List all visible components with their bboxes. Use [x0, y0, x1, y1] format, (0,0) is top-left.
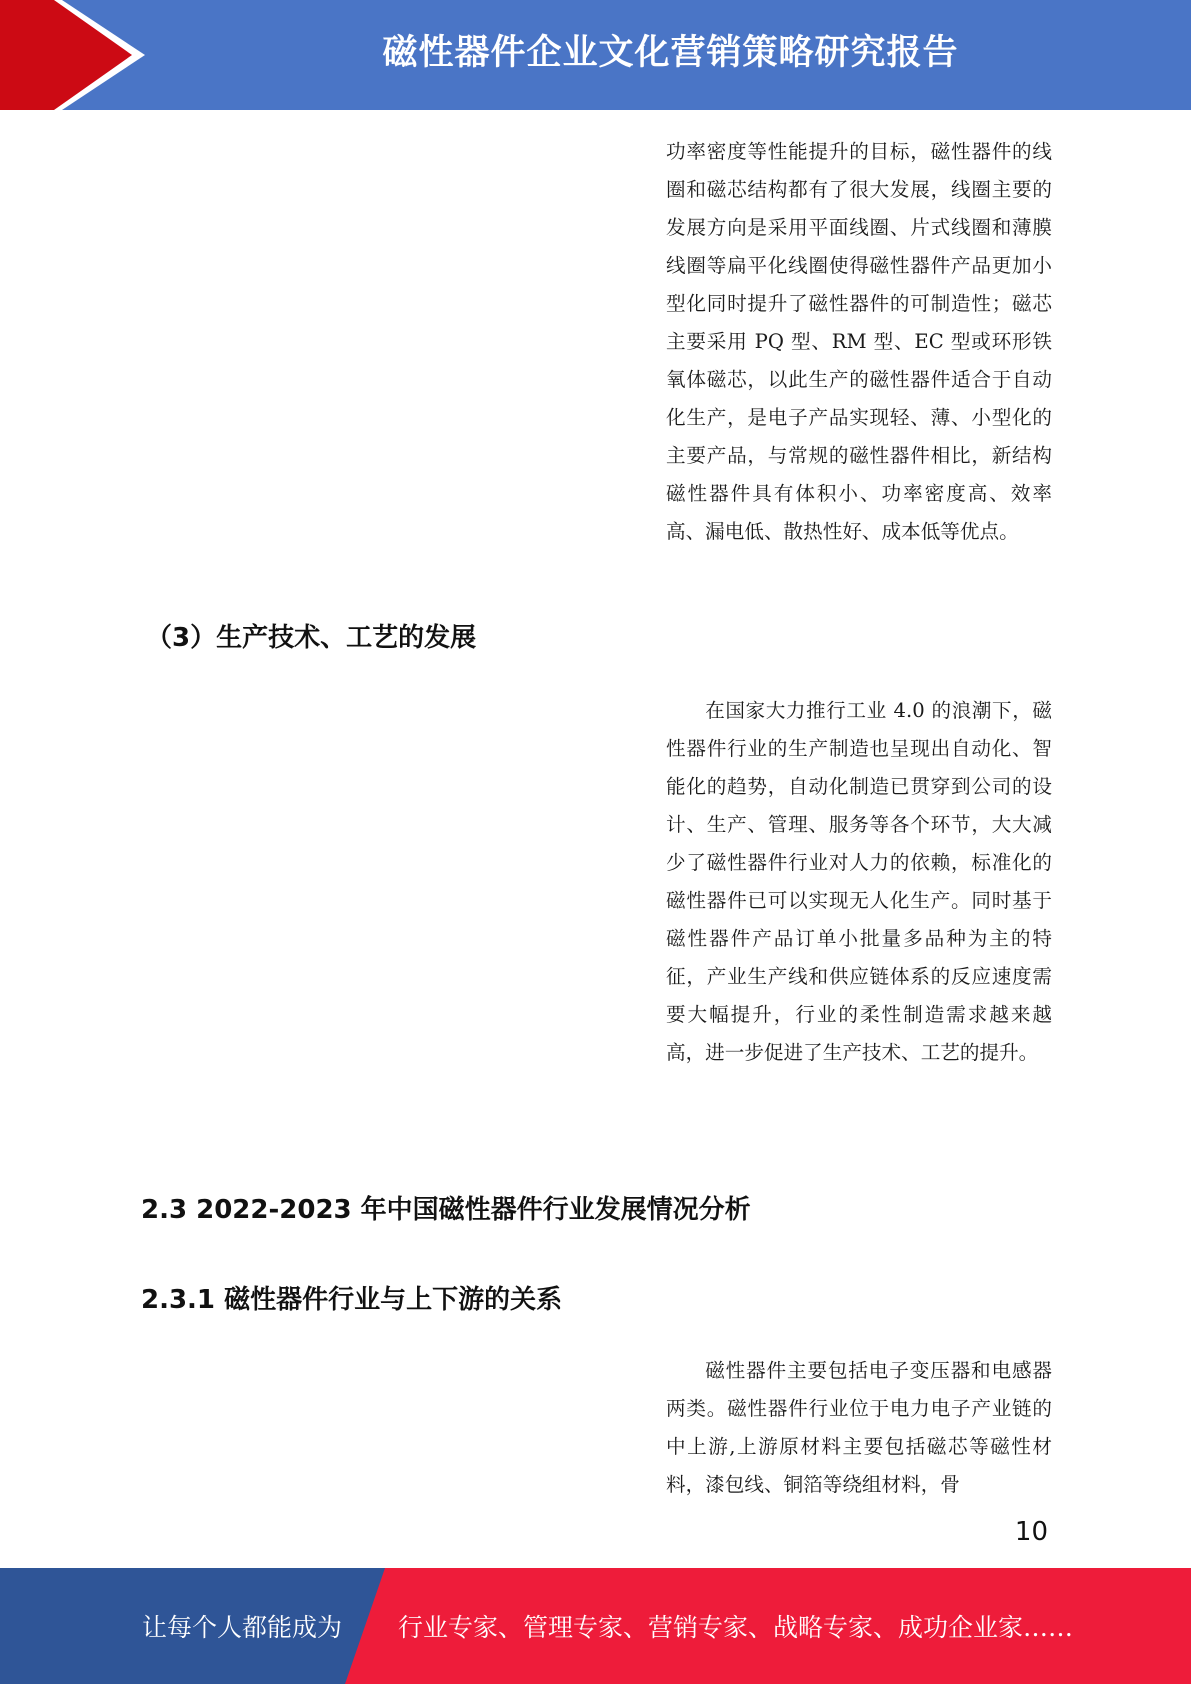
heading-subsection-2-3-1: 2.3.1 磁性器件行业与上下游的关系 [141, 1285, 563, 1315]
heading-section-2-3: 2.3 2022-2023 年中国磁性器件行业发展情况分析 [141, 1195, 751, 1225]
report-title: 磁性器件企业文化营销策略研究报告 [382, 33, 959, 73]
footer-slogan-right: 行业专家、管理专家、营销专家、战略专家、成功企业家…… [398, 1613, 1074, 1642]
paragraph-upstream-downstream: 磁性器件主要包括电子变压器和电感器两类。磁性器件行业位于电力电子产业链的中上游,上游原材料主要包括磁芯等磁性材料，漆包线、铜箔等绕组材料，骨 [666, 1359, 1052, 1496]
paragraph-industry-4-automation: 在国家大力推行工业 4.0 的浪潮下，磁性器件行业的生产制造也呈现出自动化、智能化的趋势，自动化制造已贯穿到公司的设计、生产、管理、服务等各个环节，大大减少了磁性器件行业对人力的依赖，标准化的磁性器件已可以实现无人化生产。同时基于磁性器件产品订单小批量多品种为主的特征，产业生产线和供应链体系的反应速度需要大幅提升，行业的柔性制造需求越来越高，进一步促进了生产技术、工艺的提升。 [666, 699, 1052, 1064]
red-chevron-decoration [0, 0, 160, 110]
page-header [0, 0, 1191, 110]
footer-slogan-left: 让每个人都能成为 [142, 1613, 343, 1642]
paragraph-coil-core-structure: 功率密度等性能提升的目标，磁性器件的线圈和磁芯结构都有了很大发展，线圈主要的发展方向是采用平面线圈、片式线圈和薄膜线圈等扁平化线圈使得磁性器件产品更加小型化同时提升了磁性器件的可制造性；磁芯主要采用 PQ 型、RM 型、EC 型或环形铁氧体磁芯，以此生产的磁性器件适合于自动化生产，是电子产品实现轻、薄、小型化的主要产品，与常规的磁性器件相比，新结构磁性器件具有体积小、功率密度高、效率高、漏电低、散热性好、成本低等优点。 [666, 140, 1052, 543]
heading-production-technology: （3）生产技术、工艺的发展 [146, 623, 477, 653]
page-number: 10 [1014, 1517, 1048, 1547]
page-footer [0, 1568, 1191, 1684]
